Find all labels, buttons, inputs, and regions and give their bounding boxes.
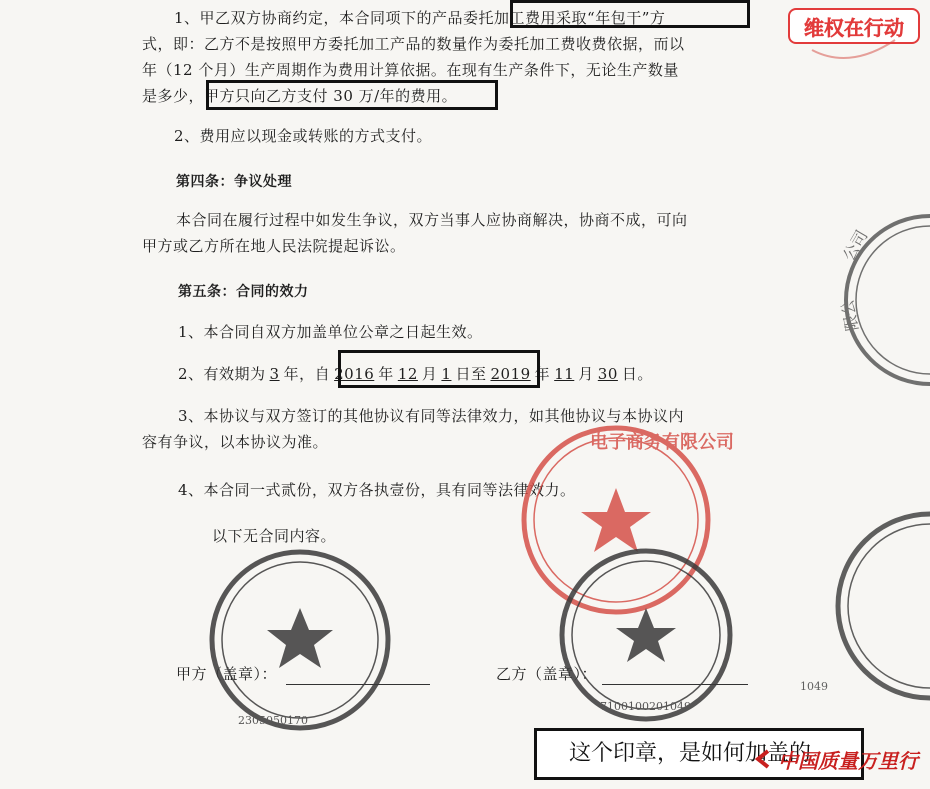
article5-item4: 4、本合同一式贰份，双方各执壹份，具有同等法律效力。 (178, 481, 576, 499)
start-month: 12 (397, 365, 418, 383)
party-b-signature-label: 乙方（盖章）： (496, 665, 598, 683)
caption-box: 这个印章，是如何加盖的 (534, 728, 864, 780)
clause3-line4: 是多少，甲方只向乙方支付 30 万/年的费用。 (142, 87, 458, 105)
article5-item1: 1、本合同自双方加盖单位公章之日起生效。 (178, 323, 483, 341)
red-company-seal (524, 428, 734, 612)
start-day: 1 (441, 365, 452, 383)
dark-seal-party-a (212, 552, 388, 728)
item2-t7: 日。 (621, 365, 653, 383)
item2-t2: 年 (378, 365, 394, 383)
brand-logo-icon (754, 749, 774, 769)
item2-t5: 年 (534, 365, 551, 383)
article4-line2: 甲方或乙方所在地人民法院提起诉讼。 (142, 237, 406, 255)
partial-seal-right-top (838, 216, 930, 384)
item2-prefix: 2、有效期为 (178, 365, 266, 383)
article5-heading: 第五条：合同的效力 (178, 284, 309, 300)
svg-text:电子商务有限公司: 电子商务有限公司 (590, 432, 734, 453)
article4-line1: 本合同在履行过程中如发生争议，双方当事人应协商解决，协商不成，可向 (176, 211, 688, 229)
dark-seal-party-b (562, 551, 730, 719)
end-month: 11 (554, 365, 575, 383)
svg-text:限公: 限公 (837, 297, 862, 333)
end-note: 以下无合同内容。 (212, 527, 337, 545)
start-year: 2016 (334, 365, 375, 383)
svg-text:2305050170: 2305050170 (238, 714, 308, 727)
end-year: 2019 (490, 365, 531, 383)
item2-t4: 日至 (455, 365, 487, 383)
article4-heading: 第四条：争议处理 (176, 174, 292, 190)
article5-item3-line2: 容有争议，以本协议为准。 (142, 433, 329, 451)
clause3-line3: 年（12 个月）生产周期作为费用计算依据。在现有生产条件下，无论生产数量 (142, 61, 679, 79)
svg-text:1049: 1049 (800, 680, 828, 693)
article5-item3-line1: 3、本协议与双方签订的其他协议有同等法律效力，如其他协议与本协议内 (178, 407, 685, 425)
brand-watermark-text: 中国质量万里行 (778, 748, 918, 773)
partial-seal-right-bottom (800, 514, 930, 698)
brand-watermark (754, 742, 918, 776)
end-day: 30 (597, 365, 618, 383)
clause3-line2: 式，即：乙方不是按照甲方委托加工产品的数量作为委托加工费收费依据，而以 (142, 35, 685, 53)
svg-text:7100100201049: 7100100201049 (600, 700, 691, 713)
item2-t6: 月 (578, 365, 594, 383)
item2-t1: 年，自 (283, 365, 331, 383)
clause3-line1: 1、甲乙双方协商约定，本合同项下的产品委托加工费用采取“年包干”方 (174, 9, 666, 27)
campaign-badge: 维权在行动 (788, 8, 920, 44)
clause3-payment: 2、费用应以现金或转账的方式支付。 (174, 127, 433, 145)
item2-t3: 月 (421, 365, 438, 383)
validity-years: 3 (269, 365, 280, 383)
svg-text:公司: 公司 (839, 226, 872, 264)
party-a-signature-label: 甲方（盖章）： (176, 665, 278, 683)
